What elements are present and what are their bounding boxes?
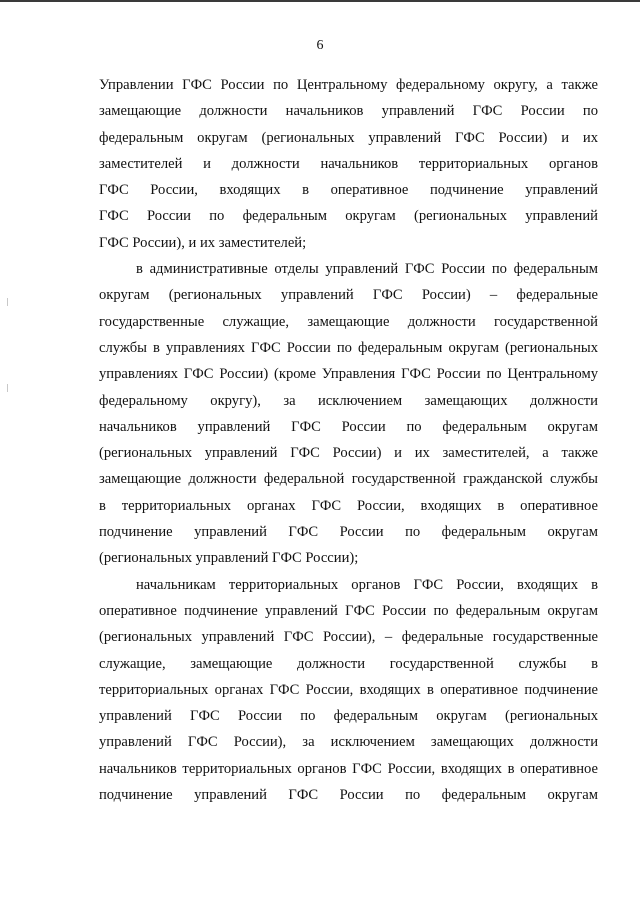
text-line: начальников управлений ГФС России по федеральным округам (99, 418, 598, 435)
text-line: (региональных управлений ГФС России); (99, 550, 359, 567)
text-line: подчинение управлений ГФС России по федеральным округам (99, 787, 598, 804)
document-body (99, 72, 598, 808)
text-line: начальников территориальных органов ГФС России, входящих в оперативное (99, 760, 598, 777)
text-line: государственные служащие, замещающие должности государственной (99, 313, 598, 330)
text-line: в территориальных органах ГФС России, входящих в оперативное (99, 497, 598, 514)
scan-margin-mark (7, 298, 8, 306)
text-line: замещающие должности федеральной государственной гражданской службы (99, 471, 598, 488)
text-line: оперативное подчинение управлений ГФС России по федеральным округам (99, 602, 598, 619)
text-line: округам (региональных управлений ГФС России) – федеральные (99, 287, 598, 304)
text-line: в административные отделы управлений ГФС России по федеральным (136, 261, 598, 278)
page-number: 6 (316, 38, 324, 53)
text-line: (региональных управлений ГФС России) и их заместителей, а также (99, 445, 598, 462)
paragraph (99, 256, 598, 572)
text-line: территориальных органах ГФС России, входящих в оперативное подчинение (99, 681, 598, 698)
scan-top-border (0, 0, 640, 2)
text-line: ГФС России по федеральным округам (региональных управлений (99, 208, 598, 225)
text-line: федеральному округу), за исключением замещающих должности (99, 392, 598, 409)
text-line: заместителей и должности начальников территориальных органов (99, 155, 598, 172)
text-line: начальникам территориальных органов ГФС России, входящих в (136, 576, 598, 593)
text-line: служащие, замещающие должности государственной службы в (99, 655, 598, 672)
scan-margin-mark (7, 384, 8, 392)
text-line: ГФС России, входящих в оперативное подчинение управлений (99, 182, 598, 199)
text-line: управлений ГФС России), за исключением замещающих должности (99, 734, 598, 751)
text-line: управлений ГФС России по федеральным округам (региональных (99, 708, 598, 725)
text-line: (региональных управлений ГФС России), – федеральные государственные (99, 629, 598, 646)
text-line: федеральным округам (региональных управлений ГФС России) и их (99, 129, 598, 146)
text-line: службы в управлениях ГФС России по федеральным округам (региональных (99, 339, 598, 356)
text-line: замещающие должности начальников управлений ГФС России по (99, 103, 598, 120)
paragraph (99, 72, 598, 256)
text-line: управлениях ГФС России) (кроме Управления ГФС России по Центральному (99, 366, 598, 383)
paragraph (99, 572, 598, 809)
text-line: Управлении ГФС России по Центральному федеральному округу, а также (99, 77, 598, 93)
text-line: подчинение управлений ГФС России по федеральным округам (99, 524, 598, 541)
text-line: ГФС России), и их заместителей; (99, 234, 307, 251)
